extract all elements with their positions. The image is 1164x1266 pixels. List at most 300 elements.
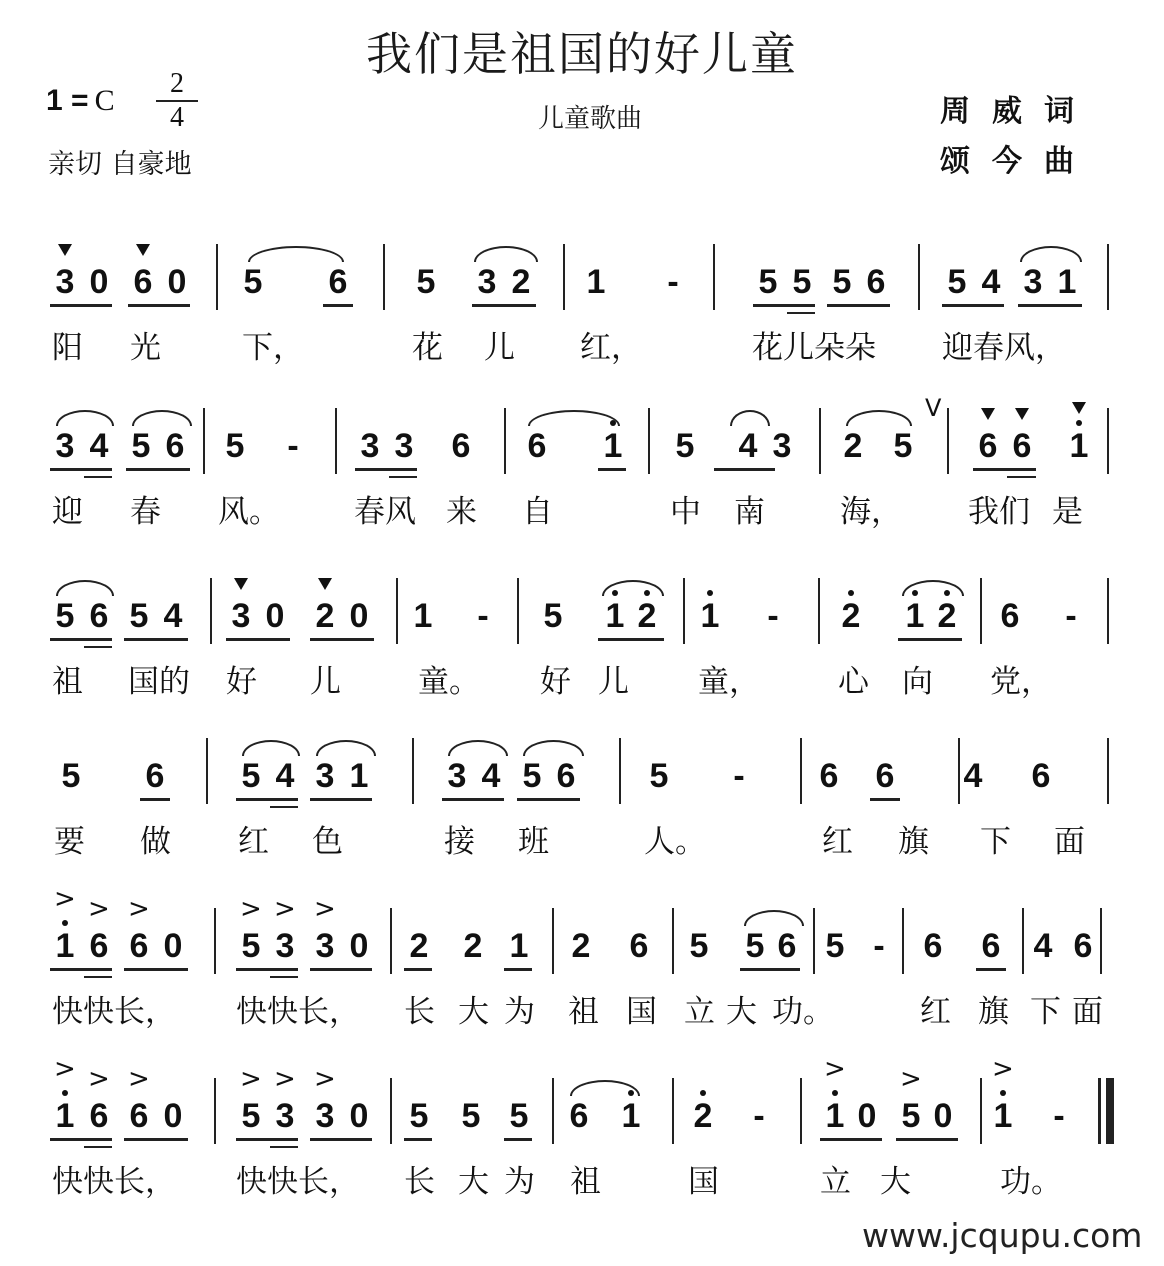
semiquaver-underline [84,476,112,478]
lyric-text: 旗 [898,824,929,860]
note: 6 [328,263,348,301]
lyric-text: 海， [840,494,902,530]
lyric-text: 为 [504,994,535,1030]
staccato-wedge-icon [58,244,72,256]
quaver-underline [50,304,112,307]
quaver-underline [50,638,112,641]
barline [517,578,519,644]
quaver-underline [124,968,188,971]
accent-mark-icon: > [54,884,76,914]
note: 6 [569,1097,589,1135]
barline [813,908,815,974]
rest-note: 0 [163,927,183,965]
barline [902,908,904,974]
staccato-wedge-icon [1015,408,1029,420]
accent-mark-icon: > [314,894,336,924]
lyric-text: 红 [238,824,269,860]
quaver-underline [504,968,532,971]
note: 2 [843,427,863,465]
accent-mark-icon: > [992,1054,1014,1084]
accent-mark-icon: > [88,1064,110,1094]
lyric-text: 班 [518,824,549,860]
quaver-underline [226,638,290,641]
song-title: 我们是祖国的好儿童 [366,27,798,81]
high-octave-dot [700,1090,706,1096]
barline [713,244,715,310]
quaver-underline [976,968,1006,971]
accent-mark-icon: > [274,1064,296,1094]
note: 5 [241,927,261,965]
quaver-underline [310,1138,372,1141]
note: 4 [981,263,1001,301]
tempo-marking: 亲切 自豪地 [48,149,192,180]
note: 6 [1012,427,1032,465]
slur-arc [730,410,770,426]
note: 5 [522,757,542,795]
note: 1 [621,1097,641,1135]
barline [1100,908,1102,974]
lyric-text: 童。 [418,664,480,700]
note: 5 [947,263,967,301]
high-octave-dot [62,920,68,926]
quaver-underline [323,304,353,307]
high-octave-dot [1000,1090,1006,1096]
dash-extension: - [753,1097,765,1135]
note: 3 [231,597,251,635]
lyric-text: 国的 [128,664,190,700]
quaver-underline [753,304,815,307]
quaver-underline [827,304,890,307]
note: 6 [1000,597,1020,635]
key-equals: = [71,84,89,117]
lyric-text: 春风 [354,494,416,530]
note: 6 [129,1097,149,1135]
note: 6 [777,927,797,965]
barline [1107,244,1109,310]
quaver-underline [820,1138,882,1141]
note: 1 [349,757,369,795]
lyric-text: 来 [446,494,477,530]
semiquaver-underline [84,976,112,978]
rest-note: 0 [349,597,369,635]
barline [214,908,216,974]
lyric-text: 祖 [570,1164,601,1200]
barline [335,408,337,474]
note: 5 [61,757,81,795]
note: 2 [937,597,957,635]
dash-extension: - [477,597,489,635]
note: 4 [481,757,501,795]
high-octave-dot [832,1090,838,1096]
slur-arc [744,910,804,926]
note: 6 [165,427,185,465]
time-numerator: 2 [170,68,184,99]
slur-arc [846,410,912,426]
accent-mark-icon: > [314,1064,336,1094]
score-line [0,1054,1164,1224]
quaver-underline [442,798,504,801]
note: 6 [981,927,1001,965]
quaver-underline [504,1138,532,1141]
lyric-text: 下 [1030,994,1061,1030]
barline [1107,738,1109,804]
semiquaver-underline [270,976,298,978]
accent-mark-icon: > [240,1064,262,1094]
semiquaver-underline [787,312,815,314]
lyric-text: 儿 [484,330,515,366]
slur-arc [248,246,344,262]
rest-note: 0 [167,263,187,301]
note: 5 [509,1097,529,1135]
quaver-underline [472,304,536,307]
accent-mark-icon: > [88,894,110,924]
note: 3 [55,263,75,301]
slur-arc [1020,246,1082,262]
note: 6 [89,597,109,635]
quaver-underline [50,468,112,471]
quaver-underline [124,1138,188,1141]
slur-arc [132,410,192,426]
note: 3 [360,427,380,465]
lyric-text: 自 [522,494,553,530]
note: 2 [841,597,861,635]
barline [672,1078,674,1144]
dash-extension: - [873,927,885,965]
lyric-text: 要 [54,824,85,860]
lyric-text: 迎春风， [942,330,1066,366]
rest-note: 0 [89,263,109,301]
dash-extension: - [767,597,779,635]
barline [947,408,949,474]
barline [672,908,674,974]
barline [918,244,920,310]
note: 3 [55,427,75,465]
slur-arc [528,410,620,426]
score-line [0,394,1164,554]
quaver-underline [50,1138,112,1141]
lyric-text: 面 [1072,994,1103,1030]
barline [563,244,565,310]
quaver-underline [236,798,298,801]
staccato-wedge-icon [136,244,150,256]
quaver-underline [1018,304,1082,307]
note: 3 [275,927,295,965]
high-octave-dot [1076,420,1082,426]
barline [390,1078,392,1144]
score-line [0,884,1164,1054]
semiquaver-underline [84,1146,112,1148]
note: 4 [738,427,758,465]
note: 2 [409,927,429,965]
barline [800,1078,802,1144]
note: 1 [1057,263,1077,301]
quaver-underline [310,968,372,971]
dash-extension: - [1065,597,1077,635]
note: 6 [1031,757,1051,795]
staccato-wedge-icon [981,408,995,420]
lyric-text: 做 [140,824,171,860]
lyric-text: 向 [902,664,933,700]
quaver-underline [404,1138,432,1141]
final-barline-thick [1106,1078,1114,1144]
lyric-text: 下 [980,824,1011,860]
quaver-underline [310,798,372,801]
lyric-text: 好 [226,664,257,700]
lyric-text: 功。 [1000,1164,1062,1200]
barline [683,578,685,644]
lyric-text: 大 [458,1164,489,1200]
lyric-text: 立 [684,994,715,1030]
rest-note: 0 [857,1097,877,1135]
note: 1 [509,927,529,965]
quaver-underline [236,1138,298,1141]
rest-note: 0 [163,1097,183,1135]
lyric-text: 立 [820,1164,851,1200]
lyric-text: 中 [670,494,701,530]
quaver-underline [404,968,432,971]
note: 1 [55,1097,75,1135]
lyric-text: 是 [1052,494,1083,530]
note: 5 [129,597,149,635]
note: 5 [675,427,695,465]
dash-extension: - [287,427,299,465]
lyric-text: 光 [130,330,161,366]
lyric-text: 下， [242,330,304,366]
lyric-text: 大 [726,994,757,1030]
staccato-wedge-icon [318,578,332,590]
barline [980,578,982,644]
note: 6 [875,757,895,795]
note: 1 [700,597,720,635]
barline [216,244,218,310]
note: 5 [241,1097,261,1135]
note: 2 [637,597,657,635]
note: 6 [556,757,576,795]
accent-mark-icon: > [128,894,150,924]
note: 1 [825,1097,845,1135]
accent-mark-icon: > [900,1064,922,1094]
note: 6 [527,427,547,465]
note: 5 [461,1097,481,1135]
note: 6 [866,263,886,301]
barline [800,738,802,804]
note: 1 [603,427,623,465]
quaver-underline [870,798,900,801]
note: 5 [649,757,669,795]
quaver-underline [740,968,800,971]
final-barline-thin [1098,1078,1101,1144]
quaver-underline [310,638,374,641]
lyricist-credit: 周威词 [940,94,1096,129]
rest-note: 0 [933,1097,953,1135]
lyric-text: 我们 [968,494,1030,530]
barline [819,408,821,474]
note: 3 [447,757,467,795]
note: 3 [315,927,335,965]
watermark-url: www.jcqupu.com [862,1216,1143,1255]
quaver-underline [598,468,626,471]
barline [1022,908,1024,974]
lyric-text: 面 [1054,824,1085,860]
quaver-underline [942,304,1004,307]
quaver-underline [128,304,190,307]
slur-arc [474,246,538,262]
slur-arc [902,580,964,596]
slur-arc [602,580,664,596]
lyric-text: 好 [540,664,571,700]
note: 4 [275,757,295,795]
lyric-text: 党， [990,664,1052,700]
barline [980,1078,982,1144]
note: 6 [145,757,165,795]
lyric-text: 花儿朵朵 [752,330,876,366]
lyric-text: 红 [920,994,951,1030]
note: 4 [963,757,983,795]
note: 5 [792,263,812,301]
lyric-text: 快快长， [236,1164,360,1200]
quaver-underline [236,968,298,971]
lyric-text: 红， [580,330,642,366]
note: 2 [315,597,335,635]
lyric-text: 快快长， [236,994,360,1030]
barline [390,908,392,974]
slur-arc [56,410,114,426]
lyric-text: 童， [698,664,760,700]
note: 3 [772,427,792,465]
semiquaver-underline [270,1146,298,1148]
lyric-text: 国 [688,1164,719,1200]
note: 3 [315,757,335,795]
note: 6 [129,927,149,965]
score-line [0,574,1164,724]
barline [818,578,820,644]
lyric-text: 旗 [978,994,1009,1030]
slur-arc [570,1080,640,1096]
note: 5 [901,1097,921,1135]
accent-mark-icon: > [274,894,296,924]
rest-note: 0 [349,927,369,965]
note: 1 [586,263,606,301]
quaver-underline [714,468,775,471]
quaver-underline [896,1138,958,1141]
note: 1 [55,927,75,965]
rest-note: 0 [349,1097,369,1135]
note: 5 [689,927,709,965]
semiquaver-underline [389,476,417,478]
lyric-text: 色 [312,824,343,860]
lyric-text: 花 [412,330,443,366]
slur-arc [523,740,584,756]
note: 4 [89,427,109,465]
barline [504,408,506,474]
note: 5 [543,597,563,635]
accent-mark-icon: > [824,1054,846,1084]
note: 1 [993,1097,1013,1135]
note: 6 [629,927,649,965]
lyric-text: 阳 [52,330,83,366]
barline [206,738,208,804]
key-signature [46,84,115,118]
lyric-text: 长 [404,994,435,1030]
barline [396,578,398,644]
barline [203,408,205,474]
note: 5 [131,427,151,465]
accent-mark-icon: > [54,1054,76,1084]
note: 6 [923,927,943,965]
lyric-text: 风。 [218,494,280,530]
note: 2 [511,263,531,301]
note: 1 [905,597,925,635]
barline [214,1078,216,1144]
barline [1107,408,1109,474]
note: 5 [758,263,778,301]
quaver-underline [898,638,962,641]
note: 5 [225,427,245,465]
note: 3 [275,1097,295,1135]
note: 2 [571,927,591,965]
slur-arc [56,580,114,596]
lyric-text: 心 [838,664,869,700]
lyric-text: 大 [458,994,489,1030]
quaver-underline [517,798,580,801]
note: 5 [243,263,263,301]
barline [412,738,414,804]
lyric-text: 大 [880,1164,911,1200]
note: 1 [413,597,433,635]
lyric-text: 为 [504,1164,535,1200]
barline [552,908,554,974]
lyric-text: 祖 [52,664,83,700]
score-line [0,734,1164,884]
dash-extension: - [667,263,679,301]
barline [648,408,650,474]
semiquaver-underline [270,806,298,808]
note: 2 [463,927,483,965]
note: 6 [89,1097,109,1135]
high-octave-dot [62,1090,68,1096]
slur-arc [448,740,508,756]
dash-extension: - [733,757,745,795]
lyric-text: 红 [822,824,853,860]
lyric-text: 儿 [310,664,341,700]
slur-arc [242,740,300,756]
lyric-text: 儿 [598,664,629,700]
lyric-text: 接 [444,824,475,860]
note: 2 [693,1097,713,1135]
lyric-text: 迎 [52,494,83,530]
note: 5 [241,757,261,795]
breath-mark-icon: V [925,394,942,422]
quaver-underline [50,968,112,971]
note: 6 [89,927,109,965]
note: 3 [477,263,497,301]
lyric-text: 国 [626,994,657,1030]
note: 3 [1023,263,1043,301]
quaver-underline [140,798,170,801]
barline [619,738,621,804]
lyric-text: 春 [130,494,161,530]
lyric-text: 快快长， [52,1164,176,1200]
time-denominator: 4 [170,102,184,133]
quaver-underline [126,468,190,471]
time-signature [156,70,198,132]
quaver-underline [598,638,664,641]
note: 6 [1073,927,1093,965]
staccato-wedge-icon [234,578,248,590]
note: 5 [55,597,75,635]
dash-extension: - [1053,1097,1065,1135]
note: 6 [133,263,153,301]
